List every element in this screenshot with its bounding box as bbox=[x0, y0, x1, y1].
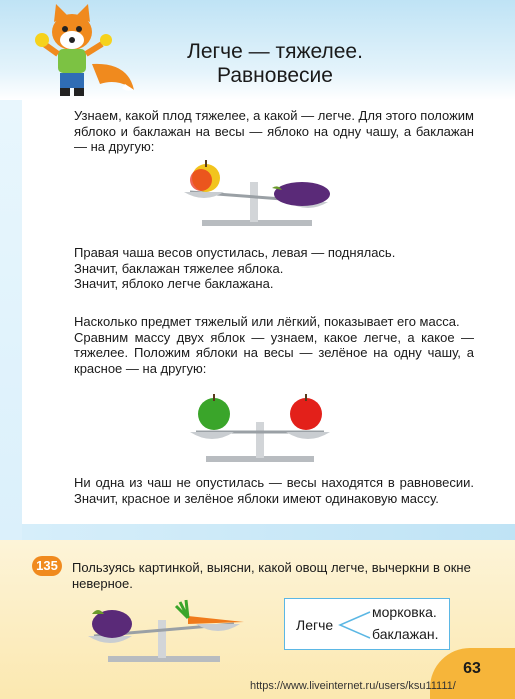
mass-intro-text: Насколько предмет тяжелый или лёгкий, показывает его масса. bbox=[74, 314, 460, 329]
answer-lead-text: Легче bbox=[296, 617, 334, 633]
task-number-badge: 135 bbox=[32, 556, 62, 576]
answer-option-eggplant[interactable]: баклажан. bbox=[372, 626, 439, 642]
task-text: Пользуясь картинкой, выясни, какой овощ легче, вычеркни в окне неверное. bbox=[72, 560, 471, 591]
title-line-2: Равновесие bbox=[217, 64, 333, 87]
title-line-1: Легче — тяжелее. bbox=[187, 40, 363, 63]
result-line-1: Правая чаша весов опустилась, левая — поднялась. bbox=[74, 245, 396, 260]
result-line-3: Значит, яблоко легче баклажана. bbox=[74, 276, 274, 291]
page-number: 63 bbox=[463, 660, 481, 677]
watermark-url: https://www.liveinternet.ru/users/ksu11111/ bbox=[250, 680, 456, 692]
compare-text: Сравним массу двух яблок — узнаем, какое легче, а какое — тяжелее. Положим яблоки на весы — зелёное на одну чашу, а красное — на другую: bbox=[74, 329, 474, 376]
result-line-2: Значит, баклажан тяжелее яблока. bbox=[74, 260, 284, 276]
answer-option-carrot[interactable]: морковка. bbox=[372, 604, 437, 620]
intro-paragraph: Узнаем, какой плод тяжелее, а какой — легче. Для этого положим яблоко и баклажан на весы — яблоко на одну чашу, а баклажан — на другую: bbox=[74, 108, 474, 154]
balance-paragraph: Ни одна из чаш не опустилась — весы находятся в равновесии. Значит, красное и зелёное яблоки имеют одинаковую массу. bbox=[74, 475, 474, 506]
